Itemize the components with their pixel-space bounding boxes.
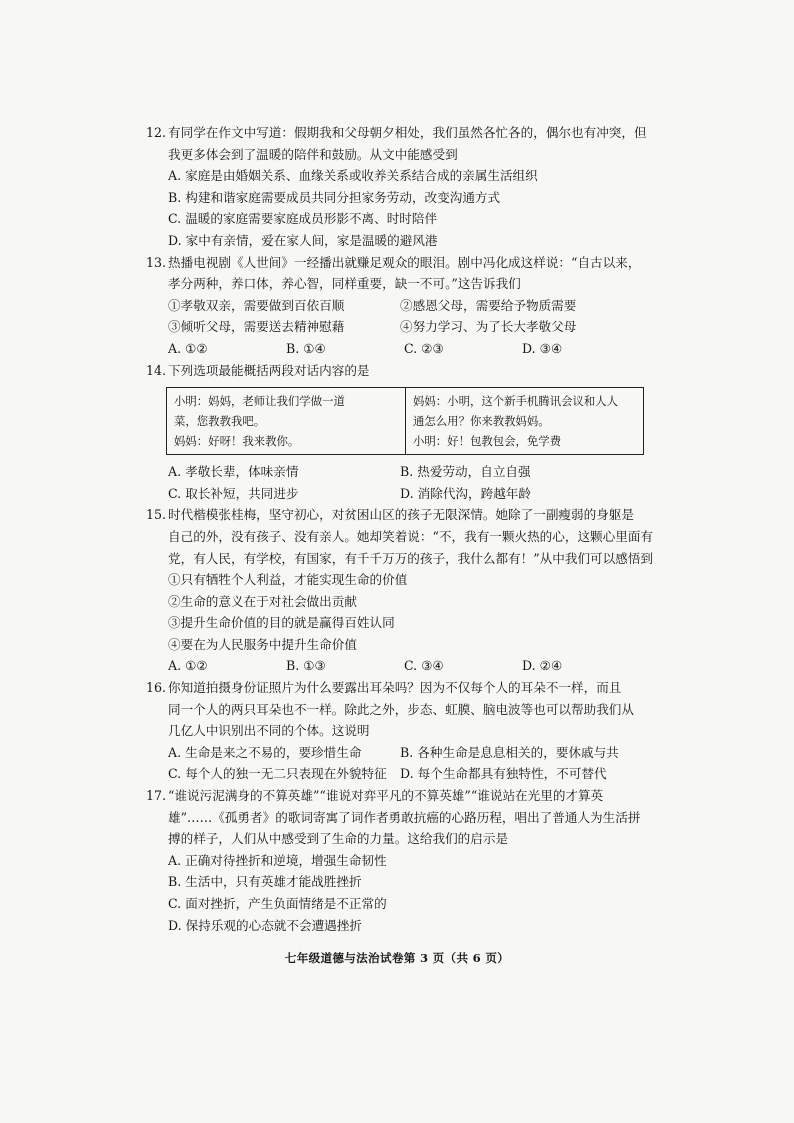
option-b[interactable]: B. ①③ xyxy=(286,658,326,674)
option-b[interactable]: B. 热爱劳动，自立自强 xyxy=(400,464,531,480)
dialog-right-cell xyxy=(405,388,643,454)
option-c[interactable]: C. 温暖的家庭需要家庭成员形影不离、时时陪伴 xyxy=(168,211,438,227)
question-number: 12. xyxy=(146,125,167,140)
stem-line: 党，有人民，有学校，有国家，有千千万万的孩子，我什么都有！”从中我们可以感悟到 xyxy=(168,550,654,566)
stem-text: 热播电视剧《人世间》一经播出就赚足观众的眼泪。剧中冯化成这样说：“自古以来， xyxy=(168,254,641,270)
dialog-table xyxy=(166,387,644,455)
stem-line: 我更多体会到了温暖的陪伴和鼓励。从文中能感受到 xyxy=(168,146,458,162)
dialog-line: 通怎么用？你来教教妈妈。 xyxy=(413,414,550,429)
option-b[interactable]: B. 各种生命是息息相关的，要休戚与共 xyxy=(400,744,619,760)
question-15 xyxy=(146,504,676,677)
option-a[interactable]: A. 家庭是由婚姻关系、血缘关系或收养关系结合成的亲属生活组织 xyxy=(168,168,538,184)
stem-line: 搏的样子，人们从中感受到了生命的力量。这给我们的启示是 xyxy=(168,831,509,847)
statement-list xyxy=(146,295,676,338)
statement-1: ①只有牺牲个人利益，才能实现生命的价值 xyxy=(168,572,408,588)
option-a[interactable]: A. 正确对待挫折和逆境，增强生命韧性 xyxy=(168,852,387,868)
option-grid xyxy=(146,461,676,504)
dialog-line: 菜，您教教我吧。 xyxy=(174,414,266,429)
option-d[interactable]: D. 每个生命都具有独特性，不可替代 xyxy=(400,766,607,782)
stem-text: 时代楷模张桂梅，坚守初心，对贫困山区的孩子无限深情。她除了一副瘦弱的身躯是 xyxy=(168,507,634,523)
option-c[interactable]: C. 每个人的独一无二只表现在外貌特征 xyxy=(168,766,387,782)
question-number: 15. xyxy=(146,507,167,523)
option-grid xyxy=(146,742,676,785)
question-12 xyxy=(146,122,676,252)
stem-text: 你知道拍摄身份证照片为什么要露出耳朵吗？因为不仅每个人的耳朵不一样，而且 xyxy=(168,680,622,696)
question-number: 14. xyxy=(146,362,167,378)
option-b[interactable]: B. ①④ xyxy=(286,340,326,356)
question-stem-line xyxy=(146,360,676,382)
dialog-line: 妈妈：好呀！我来教你。 xyxy=(174,434,300,449)
statement-3: ③提升生命价值的目的就是赢得百姓认同 xyxy=(168,615,395,631)
question-stem-line xyxy=(146,785,676,807)
dialog-line: 小明：妈妈，老师让我们学做一道 xyxy=(174,394,345,409)
question-17 xyxy=(146,785,676,936)
question-list xyxy=(146,122,676,936)
option-a[interactable]: A. ①② xyxy=(168,340,208,356)
option-a[interactable]: A. 生命是来之不易的，要珍惜生命 xyxy=(168,744,362,760)
option-row xyxy=(146,338,676,360)
option-b[interactable]: B. 构建和谐家庭需要成员共同分担家务劳动，改变沟通方式 xyxy=(168,189,501,205)
statement-4: ④要在为人民服务中提升生命价值 xyxy=(168,636,357,652)
question-stem-line xyxy=(146,677,676,699)
stem-line: 自己的外，没有孩子、没有亲人。她却笑着说：“不，我有一颗火热的心，这颗心里面有 xyxy=(168,528,654,544)
statement-1: ①孝敬双亲，需要做到百依百顺 xyxy=(168,297,345,313)
question-stem-line xyxy=(146,504,676,526)
statement-2: ②感恩父母，需要给予物质需要 xyxy=(400,297,577,313)
stem-text: 有同学在作文中写道：假期我和父母朝夕相处，我们虽然各忙各的，偶尔也有冲突，但 xyxy=(168,125,647,140)
stem-line: 几亿人中识别出不同的个体。这说明 xyxy=(168,723,370,739)
question-stem-line xyxy=(146,252,676,274)
question-16 xyxy=(146,677,676,785)
question-number: 13. xyxy=(146,254,167,270)
option-d[interactable]: D. 保持乐观的心态就不会遭遇挫折 xyxy=(168,917,362,933)
stem-text: “谁说污泥满身的不算英雄”“谁说对弈平凡的不算英雄”“谁说站在光里的才算英 xyxy=(168,788,604,804)
stem-line: 雄”……《孤勇者》的歌词寄寓了词作者勇敢抗癌的心路历程，唱出了普通人为生活拼 xyxy=(168,809,641,825)
question-number: 17. xyxy=(146,788,167,804)
question-14 xyxy=(146,360,676,505)
option-b[interactable]: B. 生活中，只有英雄才能战胜挫折 xyxy=(168,874,362,890)
statement-2: ②生命的意义在于对社会做出贡献 xyxy=(168,593,357,609)
option-c[interactable]: C. ③④ xyxy=(404,658,444,674)
option-d[interactable]: D. 家中有亲情，爱在家人间，家是温暖的避风港 xyxy=(168,232,438,248)
page-footer: 七年级道德与法治试卷第 3 页（共 6 页） xyxy=(284,951,510,965)
stem-line: 孝分两种，养口体，养心智，同样重要，缺一不可。”这告诉我们 xyxy=(168,276,521,292)
option-d[interactable]: D. ③④ xyxy=(522,340,563,356)
dialog-line: 妈妈：小明，这个新手机腾讯会议和人人 xyxy=(413,394,619,409)
option-c[interactable]: C. ②③ xyxy=(404,340,444,356)
option-a[interactable]: A. 孝敬长辈，体味亲情 xyxy=(168,464,299,480)
statement-3: ③倾听父母，需要送去精神慰藉 xyxy=(168,319,345,335)
option-c[interactable]: C. 面对挫折，产生负面情绪是不正常的 xyxy=(168,896,387,911)
option-d[interactable]: D. 消除代沟，跨越年龄 xyxy=(400,485,531,501)
option-d[interactable]: D. ②④ xyxy=(522,658,563,674)
option-row xyxy=(146,655,676,677)
stem-line: 同一个人的两只耳朵也不一样。除此之外，步态、虹膜、脑电波等也可以帮助我们从 xyxy=(168,701,634,717)
dialog-left-cell xyxy=(167,388,405,454)
question-13 xyxy=(146,252,676,360)
statement-4: ④努力学习、为了长大孝敬父母 xyxy=(400,319,577,335)
option-a[interactable]: A. ①② xyxy=(168,658,208,674)
stem-text: 下列选项最能概括两段对话内容的是 xyxy=(168,362,370,378)
dialog-line: 小明：好！包教包会，免学费 xyxy=(413,434,562,449)
option-c[interactable]: C. 取长补短，共同进步 xyxy=(168,485,299,501)
question-number: 16. xyxy=(146,680,167,696)
question-stem-line xyxy=(146,122,676,144)
